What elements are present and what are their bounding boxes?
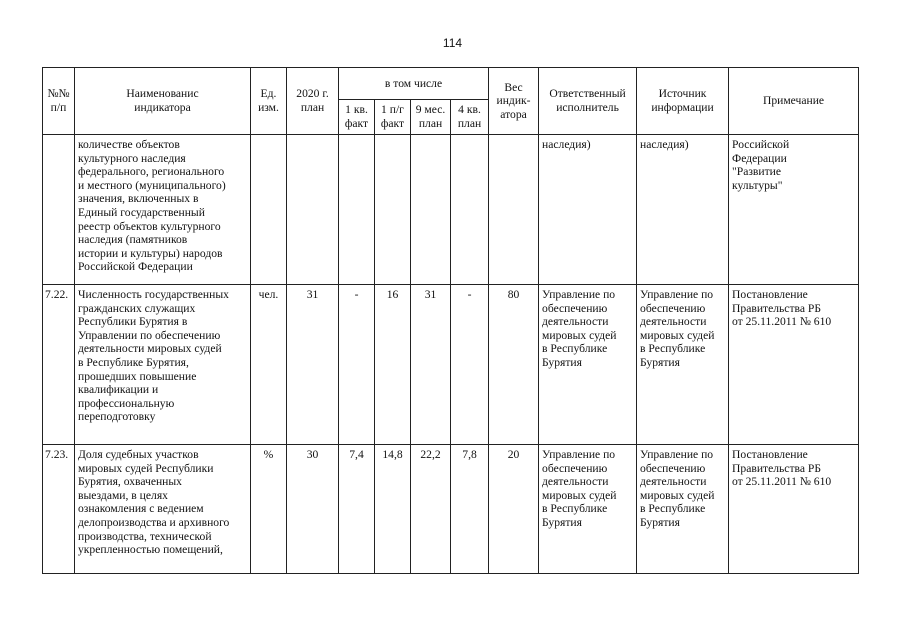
header-h1: 1 п/г факт [375, 100, 411, 135]
row-name: Численность государственных гражданских служащих Республики Бурятия в Управлении по обеспечению деятельности мировых судей в Республике Бурятия, прошедших повышение квалификации и профессиональную переподготовку [75, 285, 251, 445]
table-row [43, 285, 859, 445]
header-weight: Вес индик- атора [489, 68, 539, 135]
table-row [43, 445, 859, 574]
row-name: количестве объектов культурного наследия федерального, регионального и местного (муниципального) значения, включенных в Единый государственный реестр объектов культурного наследия (памятников истории и культуры) народов Российской Федерации [75, 135, 251, 285]
page-number: 114 [442, 36, 463, 50]
row-note: Постановление Правительства РБ от 25.11.2011 № 610 [729, 285, 859, 445]
row-m9: 31 [411, 285, 451, 445]
row-source: Управление по обеспечению деятельности мировых судей в Республике Бурятия [637, 285, 729, 445]
row-num: 7.22. [43, 285, 75, 445]
header-num: №№ п/п [43, 68, 75, 135]
table-header [43, 68, 859, 135]
row-num [43, 135, 75, 285]
header-note: Примечание [729, 68, 859, 135]
header-q1: 1 кв. факт [339, 100, 375, 135]
row-name: Доля судебных участков мировых судей Республики Бурятия, охваченных выездами, в целях ознакомления с ведением делопроизводства и архивного производства, технической укрепленностью помещений, [75, 445, 251, 574]
row-h1 [375, 135, 411, 285]
row-responsible: Управление по обеспечению деятельности мировых судей в Республике Бурятия [539, 445, 637, 574]
row-h1: 16 [375, 285, 411, 445]
row-m9 [411, 135, 451, 285]
row-responsible: наследия) [539, 135, 637, 285]
row-q1: - [339, 285, 375, 445]
row-h1: 14,8 [375, 445, 411, 574]
row-m9: 22,2 [411, 445, 451, 574]
row-weight [489, 135, 539, 285]
row-q1: 7,4 [339, 445, 375, 574]
row-weight: 80 [489, 285, 539, 445]
row-q4: 7,8 [451, 445, 489, 574]
row-num: 7.23. [43, 445, 75, 574]
row-note: Постановление Правительства РБ от 25.11.2011 № 610 [729, 445, 859, 574]
row-source: Управление по обеспечению деятельности мировых судей в Республике Бурятия [637, 445, 729, 574]
header-unit: Ед. изм. [251, 68, 287, 135]
row-plan-2020: 30 [287, 445, 339, 574]
header-q4: 4 кв. план [451, 100, 489, 135]
header-responsible: Ответственный исполнитель [539, 68, 637, 135]
row-q4: - [451, 285, 489, 445]
row-note: Российской Федерации "Развитие культуры" [729, 135, 859, 285]
indicators-table [42, 67, 859, 574]
row-plan-2020: 31 [287, 285, 339, 445]
header-including: в том числе [339, 68, 489, 100]
row-plan-2020 [287, 135, 339, 285]
table-row [43, 135, 859, 285]
row-q4 [451, 135, 489, 285]
row-responsible: Управление по обеспечению деятельности мировых судей в Республике Бурятия [539, 285, 637, 445]
row-q1 [339, 135, 375, 285]
header-source: Источник информации [637, 68, 729, 135]
row-weight: 20 [489, 445, 539, 574]
row-source: наследия) [637, 135, 729, 285]
row-unit: чел. [251, 285, 287, 445]
row-unit [251, 135, 287, 285]
header-name: Наименованис индикатора [75, 68, 251, 135]
row-unit: % [251, 445, 287, 574]
header-m9: 9 мес. план [411, 100, 451, 135]
header-plan-2020: 2020 г. план [287, 68, 339, 135]
